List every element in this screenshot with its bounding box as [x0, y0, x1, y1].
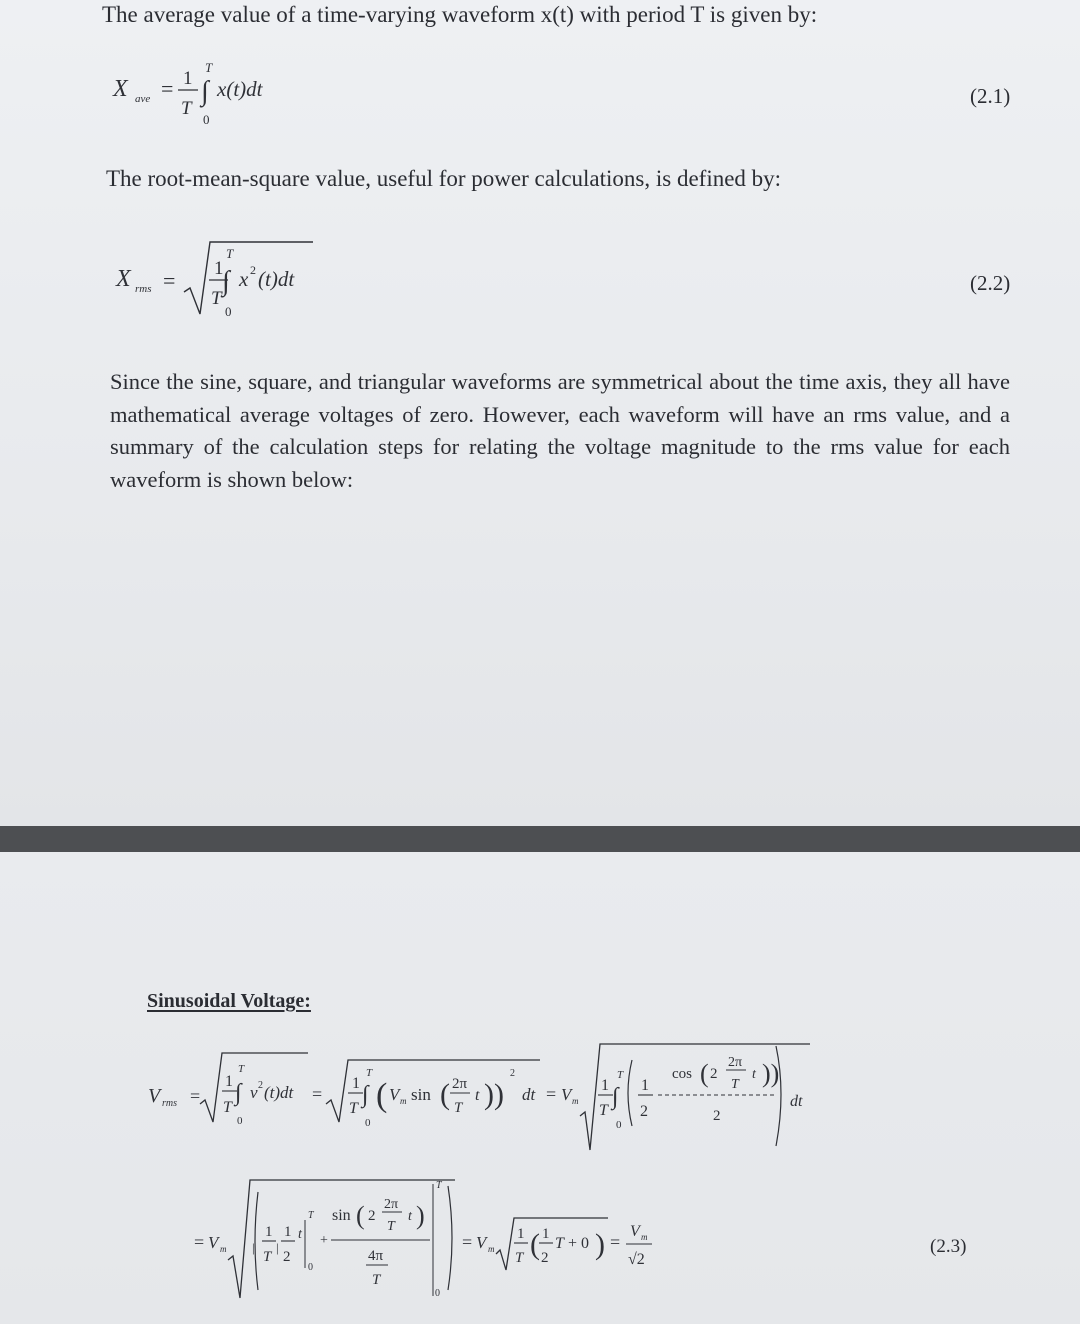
avg-equals: =	[161, 76, 174, 101]
sine2-inner-paren-open: (	[530, 1228, 540, 1261]
sine2-one-2: 1	[284, 1224, 292, 1240]
sine2-two: 2	[283, 1249, 291, 1265]
sine-one-1: 1	[225, 1073, 233, 1090]
sine-equals-2: =	[312, 1084, 323, 1104]
rms-lhs: X	[116, 266, 131, 292]
equation-sine-line-1	[140, 1038, 820, 1163]
sine2-bar-1: |	[276, 1240, 279, 1255]
sine-cos: cos	[672, 1066, 692, 1082]
sine-T-4: T	[599, 1102, 608, 1119]
sine2-equals-2: =	[462, 1232, 473, 1252]
sine-v-power: 2	[258, 1080, 263, 1091]
sine-Vm: V	[389, 1085, 400, 1104]
sine2-plus-1: +	[320, 1233, 328, 1248]
equation-number-2-2: (2.2)	[970, 271, 1011, 295]
sine2-eval-lower-2: 0	[435, 1288, 440, 1299]
sine2-Vm-sub-2: m	[488, 1244, 495, 1254]
sine2-tick: |	[252, 1240, 255, 1255]
avg-upper-limit: T	[205, 60, 213, 75]
avg-lower-limit: 0	[203, 112, 210, 127]
avg-lhs-sub: ave	[135, 93, 151, 105]
sine2-four-pi: 4π	[368, 1248, 384, 1264]
sine-paren-close: ))	[484, 1078, 504, 1111]
sine-integral-2: ∫	[362, 1082, 369, 1108]
summary-paragraph: Since the sine, square, and triangular waveforms are symmetrical about the time axis, they all have mathematical average voltages of zero. However, each waveform will have an rms value, and a summary of the calculation steps for relating the voltage magnitude to the rms value for each waveform is shown below:	[110, 369, 1010, 492]
sine2-sqrt2: √2	[628, 1251, 645, 1268]
sine-square: 2	[510, 1068, 515, 1079]
sine2-one-1: 1	[265, 1224, 273, 1240]
rms-lhs-sub: rms	[135, 283, 152, 295]
rms-frac-den: T	[211, 288, 222, 309]
sine-cos-paren-close: ))	[762, 1059, 780, 1088]
sine2-sin-paren-close: )	[416, 1201, 425, 1230]
sine2-inner-paren-close: )	[595, 1228, 605, 1261]
sine-integral-3: ∫	[612, 1084, 619, 1110]
avg-frac-den: T	[181, 98, 192, 119]
rms-frac-num: 1	[214, 258, 224, 279]
sine-equals-3: =	[546, 1084, 557, 1104]
sine2-two-2: 2	[541, 1250, 549, 1266]
sine2-one-3: 1	[517, 1226, 525, 1242]
equation-sine-line-2	[190, 1172, 690, 1307]
sine2-sqrt-2	[496, 1218, 608, 1270]
sine-one-3: 1	[601, 1077, 609, 1094]
sine2-result-sub: m	[641, 1232, 648, 1242]
sine-upper-1: T	[238, 1063, 245, 1075]
sine2-T-3: T	[372, 1272, 381, 1288]
rms-lower-limit: 0	[225, 304, 232, 319]
sine-t-2: t	[752, 1067, 756, 1082]
sine-lhs-sub: rms	[162, 1098, 178, 1109]
sine-two-pi-1: 2π	[452, 1076, 468, 1092]
sine2-equals-1: =	[194, 1232, 205, 1252]
sine-T-2: T	[349, 1100, 358, 1117]
sine2-eval-upper-2: T	[436, 1180, 442, 1191]
equation-number-2-3: (2.3)	[930, 1236, 967, 1257]
sine-lower-3: 0	[616, 1119, 622, 1131]
avg-frac-num: 1	[183, 68, 193, 89]
sine2-eval-lower-1: 0	[308, 1262, 313, 1273]
sine-half-den: 2	[640, 1103, 648, 1120]
sine-Vm-2: V	[561, 1085, 572, 1104]
rms-equals: =	[163, 268, 176, 293]
sine2-sin: sin	[332, 1207, 351, 1224]
rms-upper-limit: T	[226, 246, 234, 261]
sine-equals-1: =	[190, 1086, 201, 1106]
equation-average	[105, 52, 345, 137]
sine-paren-open-2: (	[440, 1078, 450, 1111]
sine-cos-paren-open: (	[700, 1059, 709, 1088]
sine2-T-4: T	[515, 1250, 524, 1266]
sine-v: v	[250, 1083, 258, 1102]
avg-integral-sign: ∫	[201, 76, 209, 107]
sine-lhs: V	[148, 1085, 161, 1107]
equation-number-2-1: (2.1)	[970, 84, 1011, 108]
page-divider-band	[0, 826, 1080, 852]
sine-T-3: T	[454, 1100, 463, 1116]
rms-intro-text: The root-mean-square value, useful for power calculations, is defined by:	[106, 166, 782, 191]
sine-lower-2: 0	[365, 1117, 371, 1129]
sine-T-5: T	[731, 1077, 739, 1092]
sine2-T-5: T	[555, 1235, 564, 1252]
sine-dt-2: dt	[790, 1093, 803, 1110]
rms-integrand-rest: (t)dt	[258, 267, 295, 291]
rms-integral-sign: ∫	[222, 266, 230, 297]
sine2-Vm-sub-1: m	[220, 1244, 227, 1254]
sine-two-pi-2: 2π	[728, 1055, 743, 1070]
sine-sin-1: sin	[411, 1085, 431, 1104]
rms-integrand-base: x	[239, 267, 249, 291]
sine-upper-2: T	[366, 1067, 373, 1079]
sine2-Vm-1: V	[208, 1233, 219, 1252]
avg-lhs: X	[113, 76, 128, 102]
sine2-result-num: V	[630, 1223, 640, 1240]
sine2-sqrt-1	[228, 1180, 455, 1298]
sine-paren-big-open	[628, 1060, 632, 1126]
sine2-equals-3: =	[610, 1232, 621, 1252]
sine2-sin-two: 2	[368, 1208, 376, 1224]
avg-integrand: x(t)dt	[217, 77, 263, 101]
sine2-Vm-2: V	[476, 1233, 487, 1252]
sine-cos-den: 2	[713, 1108, 721, 1124]
sine-cos-two: 2	[710, 1066, 718, 1082]
sine2-paren-close	[448, 1186, 452, 1290]
sine2-plus-zero: + 0	[568, 1235, 590, 1252]
rms-integrand-power: 2	[250, 263, 256, 277]
sine-Vm-sub: m	[400, 1096, 407, 1106]
intro-text: The average value of a time-varying waveform x(t) with period T is given by:	[102, 2, 818, 27]
sine2-t-1: t	[298, 1227, 302, 1242]
sine-integral-1: ∫	[235, 1080, 242, 1106]
sine2-one-4: 1	[542, 1226, 550, 1242]
equation-rms	[108, 236, 368, 331]
sine-lower-1: 0	[237, 1115, 243, 1127]
sine2-two-pi: 2π	[384, 1197, 399, 1212]
sine2-T-1: T	[263, 1249, 272, 1265]
sine2-paren-open	[255, 1192, 258, 1290]
sine-half-num: 1	[641, 1077, 649, 1094]
sine2-eval-upper-1: T	[308, 1210, 314, 1221]
sine-t-dt: (t)dt	[264, 1083, 294, 1102]
sine-dt-1: dt	[522, 1085, 536, 1104]
sine-paren-open: (	[376, 1077, 388, 1114]
sine-t-1: t	[475, 1087, 480, 1104]
sine-upper-3: T	[617, 1069, 624, 1081]
sine-one-2: 1	[352, 1075, 360, 1092]
sine-T-1: T	[223, 1099, 232, 1116]
sine2-T-2: T	[387, 1219, 395, 1234]
sine2-sin-paren-open: (	[356, 1201, 365, 1230]
sine2-t-2: t	[408, 1209, 412, 1224]
sine-Vm-sub-2: m	[572, 1096, 579, 1106]
section-heading-sinusoidal: Sinusoidal Voltage:	[147, 990, 311, 1012]
